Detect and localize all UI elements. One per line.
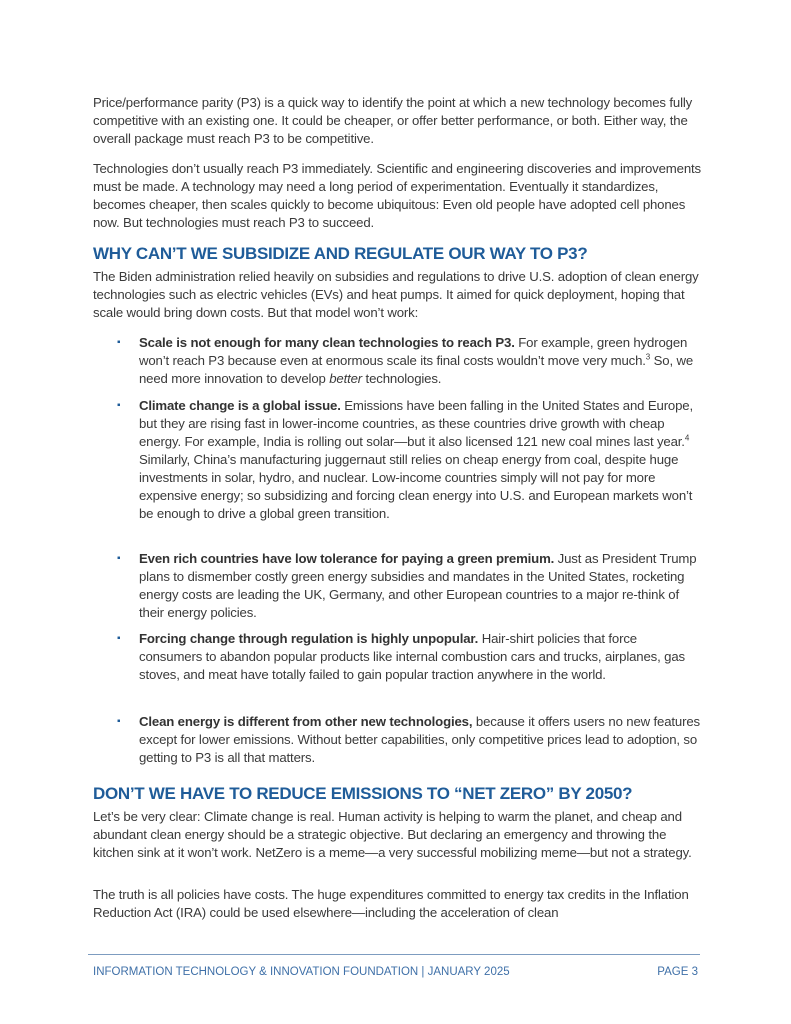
paragraph: Technologies don’t usually reach P3 immediately. Scientific and engineering discoveries and improvements must be made. A technology may need a long period of experimentation. Eventually it standardizes, becomes cheaper, then scales quickly to become ubiquitous: Even old people have adopted cell phones now. But technologies must reach P3 to succeed. [93, 161, 701, 230]
footnote-ref[interactable]: 4 [684, 433, 690, 443]
list-item [117, 397, 701, 523]
emphasis: better [329, 371, 363, 386]
bullet-lead: Climate change is a global issue. [139, 398, 341, 413]
list-item [117, 713, 701, 767]
page-number: PAGE 3 [657, 966, 698, 978]
paragraph: The Biden administration relied heavily on subsidies and regulations to drive U.S. adoption of clean energy technologies such as electric vehicles (EVs) and heat pumps. It aimed for quick deployment, hoping that scale would bring down costs. But that model won’t work: [93, 269, 699, 320]
bullet-text: technologies. [362, 371, 442, 386]
bullet-lead: Forcing change through regulation is highly unpopular. [139, 631, 479, 646]
list-item [117, 334, 701, 388]
list-item [117, 630, 701, 684]
bullet-icon: ▪ [117, 553, 121, 564]
bullet-text: Similarly, China’s manufacturing juggernaut still relies on cheap energy from coal, despite huge investments in solar, hydro, and nuclear. Low-income countries simply will not pay for more expensive energy; so subsidizing and forcing clean energy into U.S. and European markets won’t be enough to drive a global green transition. [139, 452, 693, 521]
bullet-text: Hair-shirt policies that force consumers to abandon popular products like internal combustion cars and trucks, airplanes, gas stoves, and meat have totally failed to gain popular traction anywhere in the world. [139, 631, 685, 682]
bullet-icon: ▪ [117, 633, 121, 644]
bullet-text: Emissions have been falling in the United States and Europe, but they are rising fast in lower-income countries, as these countries drive growth with cheap energy. For example, India is rolling out solar—but it also licensed 121 new coal mines last year. [139, 398, 693, 449]
bullet-text: Just as President Trump plans to dismember costly green energy subsidies and mandates in the United States, rocketing energy costs are leading the UK, Germany, and other European countries to a major re-think of their energy policies. [139, 551, 697, 620]
section-heading: DON’T WE HAVE TO REDUCE EMISSIONS TO “NET ZERO” BY 2050? [93, 784, 633, 803]
section-heading: WHY CAN’T WE SUBSIDIZE AND REGULATE OUR WAY TO P3? [93, 244, 588, 263]
paragraph: The truth is all policies have costs. The huge expenditures committed to energy tax credits in the Inflation Reduction Act (IRA) could be used elsewhere—including the acceleration of clean [93, 887, 689, 920]
bullet-icon: ▪ [117, 716, 121, 727]
footer-publisher: INFORMATION TECHNOLOGY & INNOVATION FOUNDATION | JANUARY 2025 [93, 966, 510, 978]
paragraph: Price/performance parity (P3) is a quick way to identify the point at which a new technology becomes fully competitive with an existing one. It could be cheaper, or offer better performance, or both. Either way, the overall package must reach P3 to be competitive. [93, 95, 693, 146]
bullet-lead: Scale is not enough for many clean technologies to reach P3. [139, 335, 515, 350]
list-item [117, 550, 701, 622]
bullet-text: because it offers users no new features except for lower emissions. Without better capabilities, only competitive prices lead to adoption, so getting to P3 is all that matters. [139, 714, 700, 765]
page-footer [93, 966, 698, 978]
bullet-text: For example, green hydrogen won’t reach P3 because even at enormous scale its final costs wouldn’t move very much. [139, 335, 688, 368]
bullet-text: So, we need more innovation to develop [139, 353, 694, 386]
footnote-ref[interactable]: 3 [645, 352, 651, 362]
bullet-lead: Even rich countries have low tolerance for paying a green premium. [139, 551, 555, 566]
paragraph: Let’s be very clear: Climate change is real. Human activity is helping to warm the planet, and cheap and abundant clean energy should be a strategic objective. But declaring an emergency and throwing the kitchen sink at it won’t work. NetZero is a meme—a very successful mobilizing meme—but not a strategy. [93, 809, 692, 860]
footer-divider [88, 954, 700, 955]
bullet-icon: ▪ [117, 337, 121, 348]
bullet-lead: Clean energy is different from other new technologies, [139, 714, 473, 729]
bullet-icon: ▪ [117, 400, 121, 411]
